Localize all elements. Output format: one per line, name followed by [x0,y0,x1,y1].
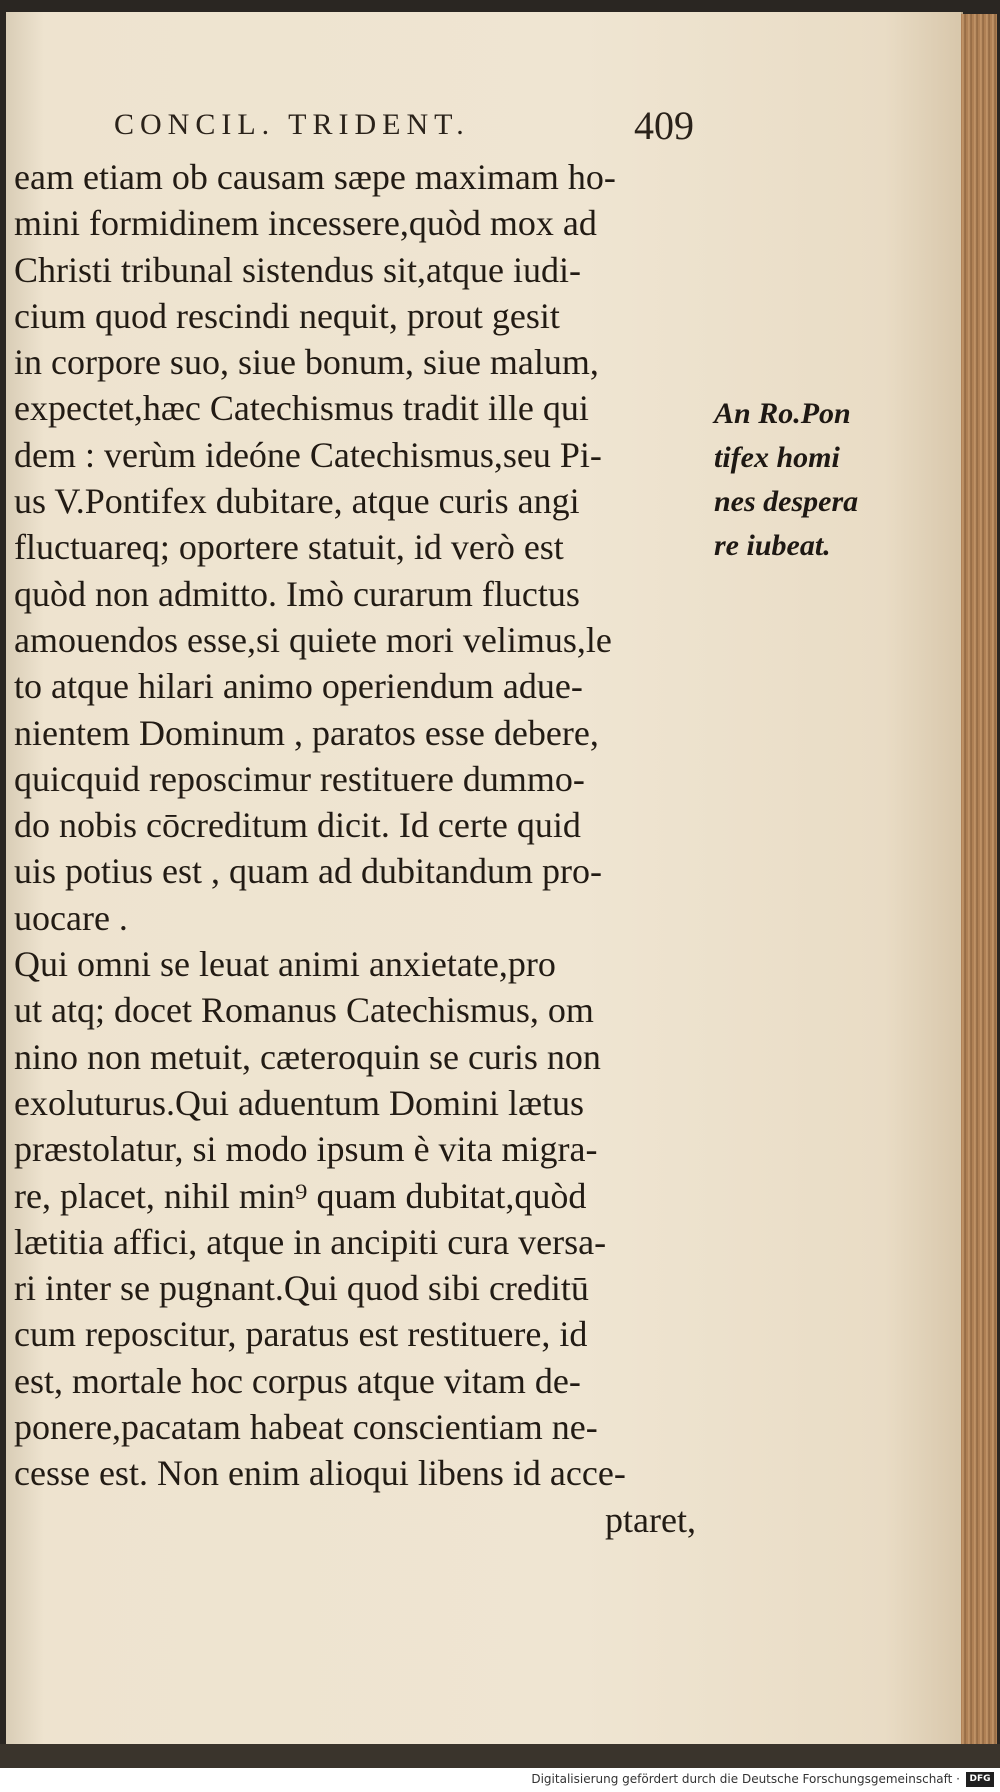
page-number: 409 [634,103,694,148]
text-line: ponere,pacatam habeat conscientiam ne- [14,1407,598,1448]
text-line: re, placet, nihil min⁹ quam dubitat,quòd [14,1175,587,1216]
text-line: amouendos esse,si quiete mori velimus,le [14,619,612,660]
text-line: ptaret, [605,1499,696,1540]
margin-note-line: tifex homi [714,441,840,474]
funding-credit: Digitalisierung gefördert durch die Deutsche Forschungsgemeinschaft · [531,1772,960,1786]
scan-bottom-border [0,1744,1000,1768]
text-line: mini formidinem incessere,quòd mox ad [14,203,597,244]
text-line: lætitia affici, atque in ancipiti cura versa- [14,1221,607,1262]
text-line: cesse est. Non enim alioqui libens id acce- [14,1453,626,1494]
margin-note-line: An Ro.Pon [714,397,851,430]
text-line: uocare . [14,897,128,938]
text-line: quicquid reposcimur restituere dummo- [14,758,585,799]
text-line: ut atq; docet Romanus Catechismus, om [14,990,594,1031]
dfg-logo: DFG [966,1772,994,1787]
text-line: dem : verùm ideóne Catechismus,seu Pi- [14,434,602,475]
text-line: exoluturus.Qui aduentum Domini lætus [14,1082,584,1123]
running-head: CONCIL. TRIDENT. [114,108,470,141]
text-line: cium quod rescindi nequit, prout gesit [14,295,560,336]
text-line: uis potius est , quam ad dubitandum pro- [14,851,602,892]
text-line: Qui omni se leuat animi anxietate,pro [14,944,556,985]
margin-note [714,392,894,568]
text-line: quòd non admitto. Imò curarum fluctus [14,573,580,614]
text-line: cum reposcitur, paratus est restituere, id [14,1314,588,1355]
margin-note-line: re iubeat. [714,529,831,562]
text-line: nino non metuit, cæteroquin se curis non [14,1036,601,1077]
margin-note-line: nes desperа [714,485,859,518]
text-line: in corpore suo, siue bonum, siue malum, [14,342,599,383]
text-line: præstolatur, si modo ipsum è vita migra- [14,1129,598,1170]
text-line: fluctuareq; oportere statuit, id verò est [14,527,564,568]
text-line: eam etiam ob causam sæpe maximam ho- [14,157,616,197]
text-line: us V.Pontifex dubitare, atque curis angi [14,481,580,522]
text-line: est, mortale hoc corpus atque vitam de- [14,1360,581,1401]
page-header [114,103,694,148]
text-line: nientem Dominum , paratos esse debere, [14,712,599,753]
text-line: do nobis cōcreditum dicit. Id certe quid [14,805,581,846]
text-line: to atque hilari animo operiendum adue- [14,666,583,707]
text-line: Christi tribunal sistendus sit,atque iudi- [14,249,581,290]
text-line: expectet,hæc Catechismus tradit ille qui [14,388,589,429]
page-edges [961,14,997,1760]
digitization-footer [0,1768,1000,1792]
text-line: ri inter se pugnant.Qui quod sibi creditū [14,1268,589,1309]
book-page [6,12,963,1758]
body-text [14,154,704,1543]
